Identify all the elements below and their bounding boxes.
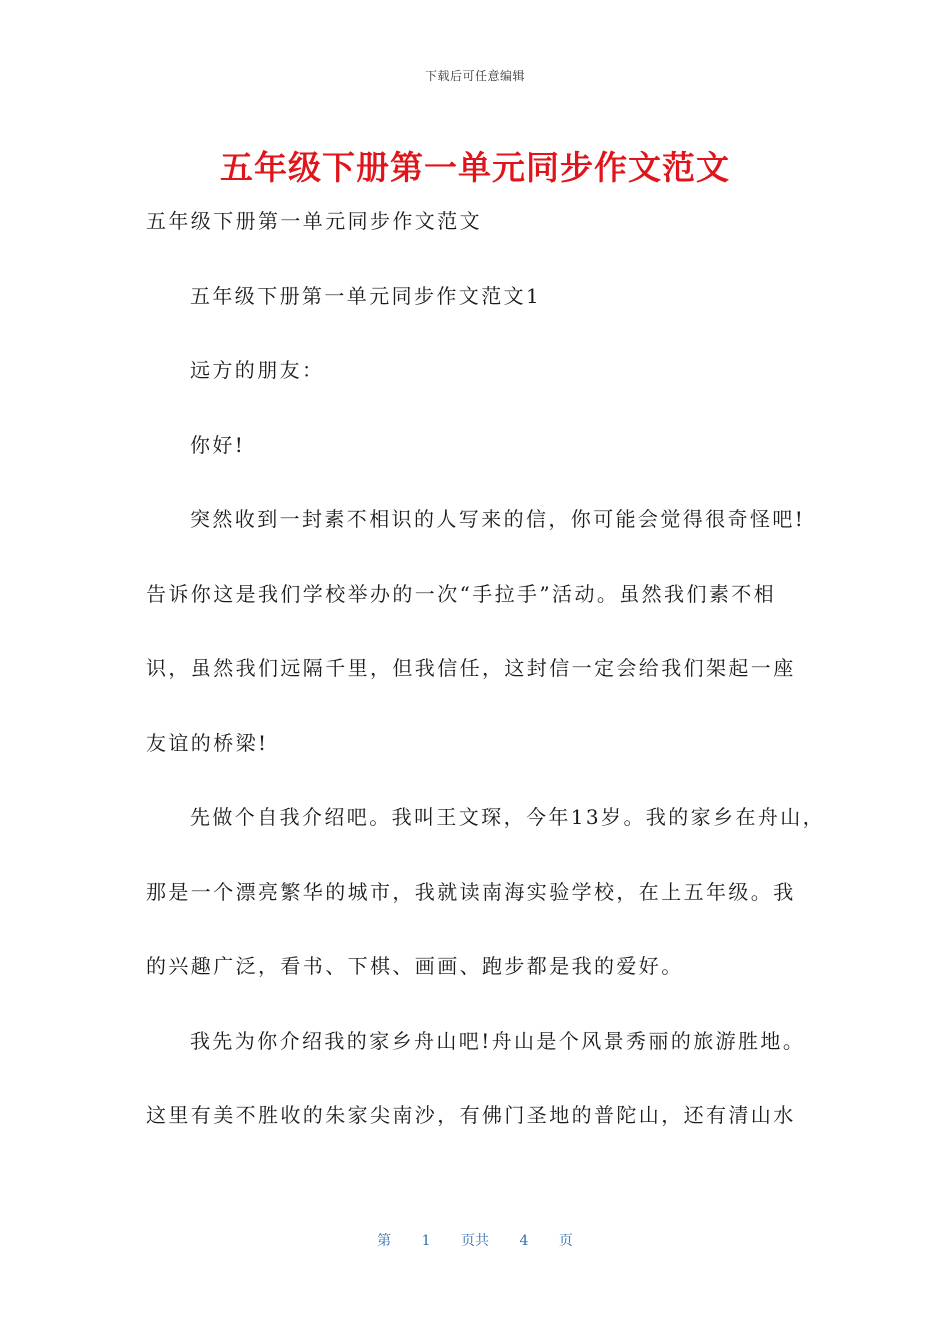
footer-current-page: 1 xyxy=(421,1233,431,1249)
body-line: 五年级下册第一单元同步作文范文 xyxy=(146,209,482,233)
body-line: 告诉你这是我们学校举办的一次“手拉手”活动。虽然我们素不相 xyxy=(146,581,777,606)
body-line: 的兴趣广泛，看书、下棋、画画、跑步都是我的爱好。 xyxy=(146,954,684,978)
footer-total-pages: 4 xyxy=(519,1233,529,1249)
body-line: 识，虽然我们远隔千里，但我信任，这封信一定会给我们架起一座 xyxy=(146,656,796,680)
document-body xyxy=(146,202,826,1171)
body-line: 突然收到一封素不相识的人写来的信，你可能会觉得很奇怪吧! xyxy=(190,507,806,531)
body-line: 先做个自我介绍吧。我叫王文琛，今年13岁。我的家乡在舟山， xyxy=(190,805,826,829)
body-line: 这里有美不胜收的朱家尖南沙，有佛门圣地的普陀山，还有清山水 xyxy=(146,1103,796,1127)
footer-label-page: 第 xyxy=(377,1233,392,1249)
document-title: 五年级下册第一单元同步作文范文 xyxy=(220,148,730,187)
body-line: 远方的朋友： xyxy=(190,358,325,382)
body-line: 五年级下册第一单元同步作文范文1 xyxy=(190,283,542,308)
body-line: 你好! xyxy=(190,432,246,457)
body-line: 我先为你介绍我的家乡舟山吧!舟山是个风景秀丽的旅游胜地。 xyxy=(190,1028,806,1053)
body-line: 那是一个漂亮繁华的城市，我就读南海实验学校，在上五年级。我 xyxy=(146,879,796,904)
footer-label-end: 页 xyxy=(558,1233,573,1249)
footer-label-total: 页共 xyxy=(461,1233,489,1249)
header-note: 下载后可任意编辑 xyxy=(424,69,525,83)
body-line: 友谊的桥梁! xyxy=(146,730,269,755)
page-footer xyxy=(0,1230,950,1250)
